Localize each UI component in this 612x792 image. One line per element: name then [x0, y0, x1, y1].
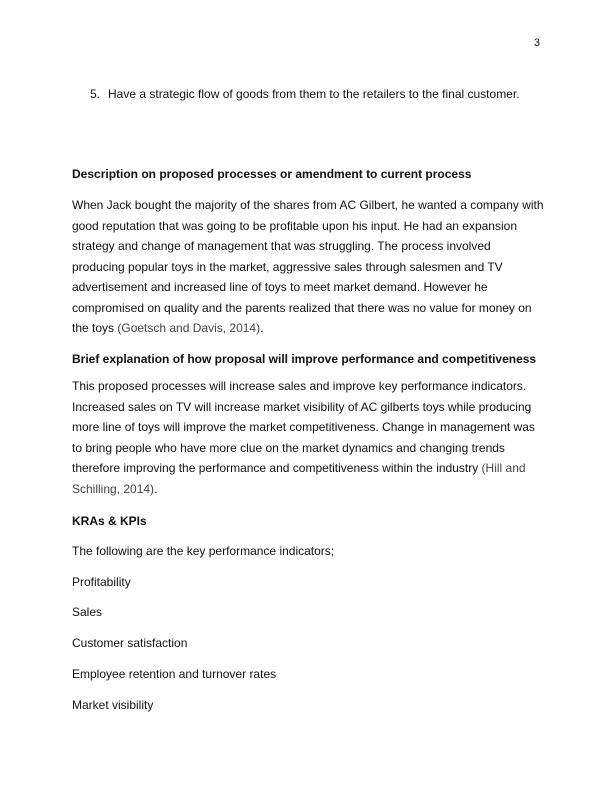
paragraph-text: When Jack bought the majority of the shares from AC Gilbert, he wanted a company with good reputation that was going to be profitable upon his input. He had an expansion strategy and change of management that was struggling. The process involved producing popular toys in the market, aggressive sales through salesmen and TV advertisement and increased line of toys to meet market demand. However he compromised on quality and the parents realized that there was no value for money on the toys	[72, 198, 544, 335]
numbered-list-item	[90, 86, 520, 102]
kpi-item: Profitability	[72, 575, 131, 589]
section-heading-kras-kpis: KRAs & KPIs	[72, 514, 147, 528]
list-item-text: Have a strategic flow of goods from them to the retailers to the final customer.	[108, 87, 520, 101]
kpi-item: Market visibility	[72, 698, 154, 712]
page-number: 3	[533, 37, 540, 49]
list-item-number: 5.	[90, 87, 101, 101]
paragraph-text: This proposed processes will increase sales and improve key performance indicators. Increased sales on TV will increase market visibility of AC gilberts toys while producing more line of toys will improve the market competitiveness. Change in management was to bring people who have more clue on the market dynamics and changing trends therefore improving the performance and competitiveness within the industry	[72, 379, 535, 475]
citation: (Goetsch and Davis, 2014)	[117, 321, 261, 335]
kpi-item: Sales	[72, 605, 103, 619]
paragraph-proposed-processes	[72, 195, 544, 339]
citation: (Hill and Schilling, 2014)	[72, 461, 526, 496]
kpi-item: Customer satisfaction	[72, 636, 188, 650]
kpi-item: Employee retention and turnover rates	[72, 667, 277, 681]
section-heading-proposed-processes: Description on proposed processes or amendment to current process	[72, 167, 472, 181]
section-heading-performance: Brief explanation of how proposal will improve performance and competitiveness	[72, 352, 537, 366]
kpi-intro: The following are the key performance indicators;	[72, 544, 335, 558]
paragraph-end: .	[154, 481, 158, 496]
paragraph-end: .	[260, 321, 264, 335]
paragraph-performance	[72, 376, 544, 499]
